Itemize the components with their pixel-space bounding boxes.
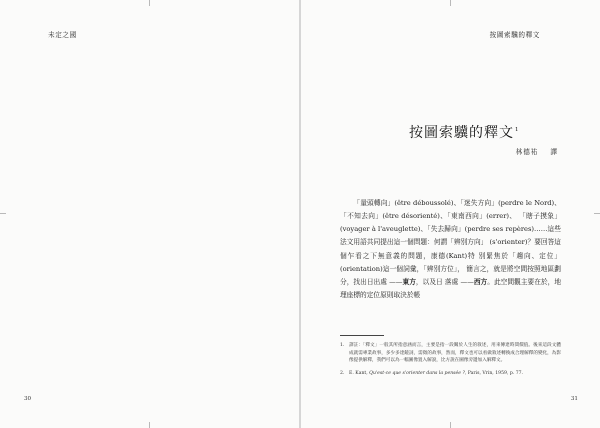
translator-name: 林德祐: [515, 148, 539, 156]
crop-mark: [594, 213, 600, 214]
footnote-work-title: Qu'est-ce que s'orienter dans la pensée ?: [369, 370, 465, 376]
body-line: Nord)、「不知去向」(être désorienté)、「東南西向」(errer)、: [340, 199, 561, 221]
crop-mark: [149, 422, 150, 428]
chapter-title-text: 按圖索驥的釋文: [409, 125, 514, 141]
crop-mark: [450, 422, 451, 428]
footnote-rule: [340, 335, 384, 336]
body-line: 簡言之，就是將空間按照地區劃分，找出日出處 ——: [340, 264, 561, 286]
running-head: 按圖索驥的釋文: [489, 31, 540, 39]
translator-credit: [516, 146, 558, 156]
page-number: 31: [570, 396, 578, 402]
page-number: 30: [24, 396, 32, 402]
body-line: 落處 ——: [444, 277, 474, 286]
body-line: (s'orienter)？要回答這個乍看之下無意義的問題，康德(Kant)特: [340, 238, 561, 260]
emphasis-west: 西方: [473, 277, 488, 286]
crop-mark: [149, 0, 150, 6]
body-line: 。此空間觀主要在於，地理座標的定位原則取決於帳: [340, 277, 562, 300]
emphasis-east: 東方: [402, 277, 416, 286]
footnote-reference[interactable]: 1: [515, 127, 520, 134]
body-line: ，以及日: [415, 277, 443, 286]
chapter-title: [409, 122, 520, 142]
body-paragraph: [340, 197, 561, 302]
footnote-author: E. Kant,: [349, 370, 370, 376]
footnote-text: 譯註：「釋文」一般其所指意涵而言，主要是指一段關於人生的敘述，用來傳達時間價值。後來這段文體成就需專業故事，多少多達鏡詞，需徵的故事，然而，釋文也可以看做敘述轉換成合理解釋的變化，為影像提供解釋，我們可以為一幅圖像置入解說，比方說在圖像旁邊加入解釋文。: [349, 343, 561, 364]
footnote: [340, 342, 561, 365]
body-line: 「瞎子摸象」(voyager à l'aveuglette)、「失去歸向」(perdre ses: [340, 212, 562, 234]
right-page: [301, 0, 600, 428]
body-text: [340, 197, 561, 302]
footnote-publication: , Paris, Vrin, 1959, p. 77.: [464, 370, 524, 376]
footnote-number: 1.: [340, 343, 345, 348]
crop-mark: [450, 0, 451, 6]
footnotes: [340, 335, 561, 382]
running-head: 未定之國: [48, 31, 77, 39]
crop-mark: [0, 213, 6, 214]
left-page: [0, 0, 299, 428]
translator-role: 譯: [550, 148, 558, 156]
body-line: repères)……這些法文用語共同提出這一個問題：何謂「辨別方向」: [340, 225, 561, 247]
body-line: 別緊焦於「趨向、定位」(orientation)這一個詞彙，「辨別方位」，: [340, 251, 561, 273]
footnote: [340, 370, 561, 378]
footnote-number: 2.: [340, 370, 345, 376]
body-line: 「量頭轉向」(être déboussolé)、「迷失方向」(perdre le: [353, 199, 532, 207]
